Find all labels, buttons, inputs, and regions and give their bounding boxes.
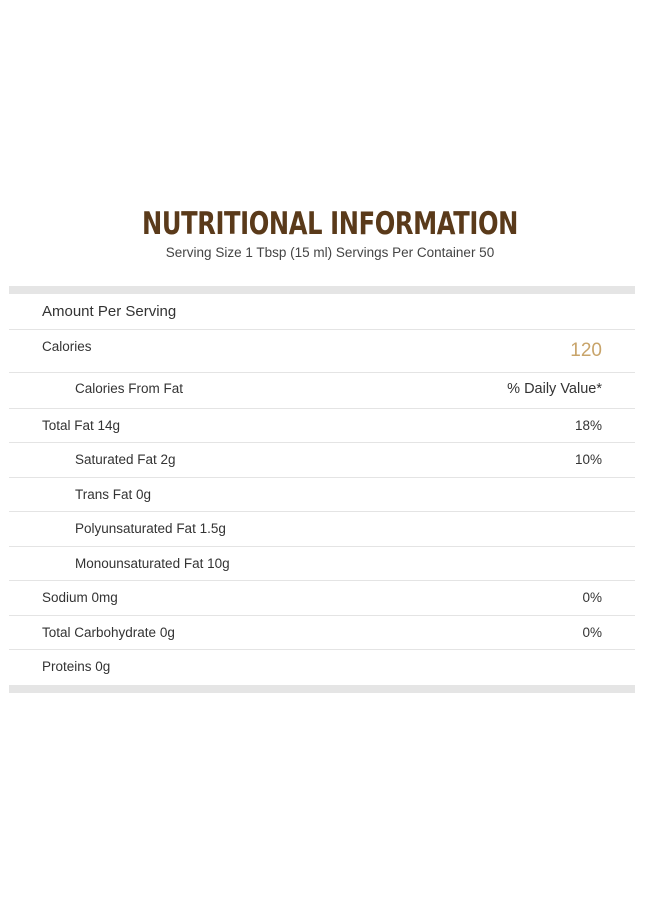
calories-from-fat-row xyxy=(9,373,635,409)
table-bottom-band xyxy=(9,685,635,693)
calories-from-fat-label: Calories From Fat xyxy=(75,381,184,396)
nutrient-daily-value: 0% xyxy=(582,625,602,640)
amount-per-serving-label: Amount Per Serving xyxy=(42,303,177,320)
nutrient-label: Proteins 0g xyxy=(42,659,111,674)
nutrient-label: Total Carbohydrate 0g xyxy=(42,625,175,640)
nutrient-label: Polyunsaturated Fat 1.5g xyxy=(75,521,226,536)
nutrition-table xyxy=(9,286,635,693)
table-top-band xyxy=(9,286,635,294)
table-row xyxy=(9,650,635,685)
table-row xyxy=(9,512,635,547)
daily-value-header: % Daily Value* xyxy=(507,381,602,397)
table-row xyxy=(9,581,635,616)
nutrient-label: Saturated Fat 2g xyxy=(75,452,176,467)
calories-row xyxy=(9,330,635,373)
table-row xyxy=(9,616,635,650)
amount-per-serving-row xyxy=(9,294,635,330)
nutrient-label: Trans Fat 0g xyxy=(75,487,152,502)
nutrient-daily-value: 0% xyxy=(582,590,602,605)
table-row xyxy=(9,409,635,443)
calories-label: Calories xyxy=(42,339,92,354)
nutrient-label: Sodium 0mg xyxy=(42,590,118,605)
nutrient-label: Monounsaturated Fat 10g xyxy=(75,556,230,571)
table-row xyxy=(9,443,635,478)
nutrient-label: Total Fat 14g xyxy=(42,418,121,433)
table-row xyxy=(9,547,635,581)
table-row xyxy=(9,478,635,512)
serving-info: Serving Size 1 Tbsp (15 ml) Servings Per Container 50 xyxy=(165,245,495,260)
calories-value: 120 xyxy=(570,340,602,361)
page-title: NUTRITIONAL INFORMATION xyxy=(142,206,518,242)
nutrient-daily-value: 10% xyxy=(574,452,602,467)
nutrient-daily-value: 18% xyxy=(574,418,602,433)
